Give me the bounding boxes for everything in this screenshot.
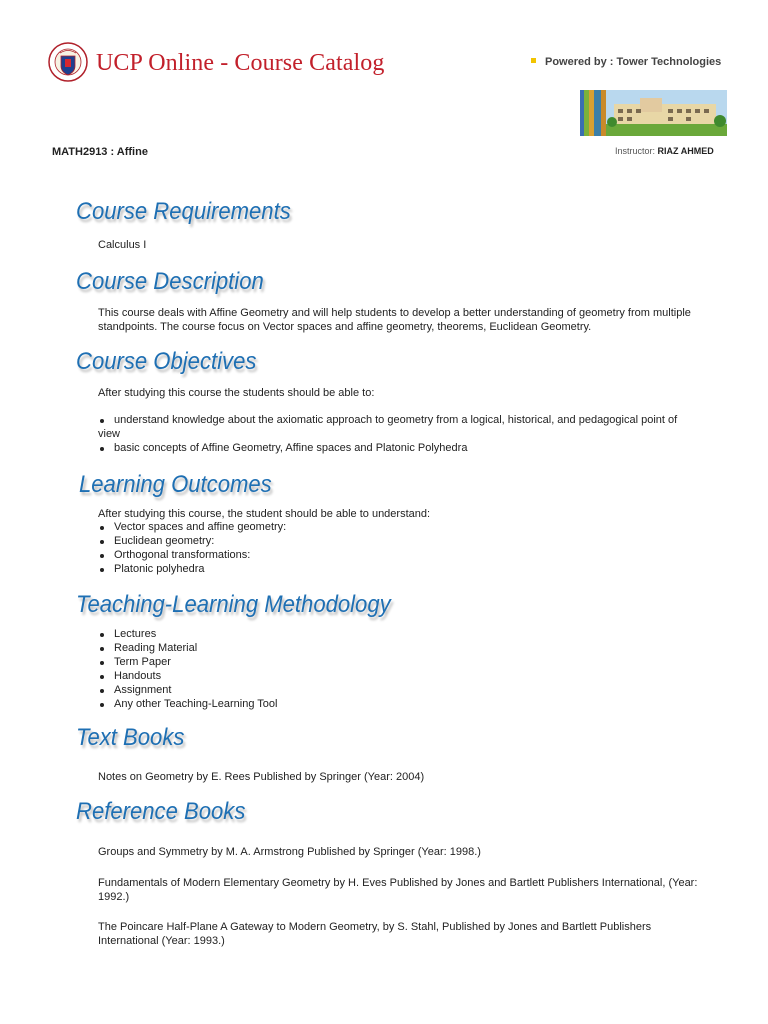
outcomes-list xyxy=(98,520,698,576)
objectives-list xyxy=(98,413,698,455)
section-title-description: Course Description xyxy=(76,268,264,295)
list-item: Handouts xyxy=(98,669,698,683)
list-item: Platonic polyhedra xyxy=(98,562,698,576)
university-seal-logo xyxy=(48,42,88,82)
list-item: Lectures xyxy=(98,627,698,641)
section-title-outcomes: Learning Outcomes xyxy=(79,471,272,498)
course-code: MATH2913 : Affine xyxy=(52,146,148,158)
list-item: Reading Material xyxy=(98,641,698,655)
instructor-name: RIAZ AHMED xyxy=(657,146,714,156)
list-item: Assignment xyxy=(98,683,698,697)
campus-building-photo xyxy=(580,90,727,136)
textbook-item: Notes on Geometry by E. Rees Published by Springer (Year: 2004) xyxy=(98,771,425,783)
instructor: Instructor: RIAZ AHMED xyxy=(615,146,714,156)
powered-by: Powered by : Tower Technologies xyxy=(531,56,721,68)
section-title-textbooks: Text Books xyxy=(76,724,185,751)
page-header xyxy=(0,0,768,170)
requirements-text: Calculus I xyxy=(98,239,147,251)
list-item: Euclidean geometry: xyxy=(98,534,698,548)
methodology-list xyxy=(98,627,698,711)
reference-item: The Poincare Half-Plane A Gateway to Modern Geometry, by S. Stahl, Published by Jones and Bartlett Publishers International (Year: 1993.) xyxy=(98,921,652,947)
list-item: Any other Teaching-Learning Tool xyxy=(98,697,698,711)
reference-item: Fundamentals of Modern Elementary Geometry by H. Eves Published by Jones and Bartlett Publishers International, (Year: 1992.) xyxy=(98,877,698,903)
yellow-square-icon xyxy=(531,58,536,63)
list-item: Term Paper xyxy=(98,655,698,669)
list-item: understand knowledge about the axiomatic approach to geometry from a logical, historical, and pedagogical point of view xyxy=(98,413,698,441)
reference-item: Groups and Symmetry by M. A. Armstrong Published by Springer (Year: 1998.) xyxy=(98,846,481,858)
outcomes-intro: After studying this course, the student should be able to understand: xyxy=(98,508,431,520)
section-title-references: Reference Books xyxy=(76,798,246,825)
objectives-intro: After studying this course the students should be able to: xyxy=(98,387,375,399)
list-item: Vector spaces and affine geometry: xyxy=(98,520,698,534)
list-item: Orthogonal transformations: xyxy=(98,548,698,562)
section-title-methodology: Teaching-Learning Methodology xyxy=(76,591,391,618)
section-title-objectives: Course Objectives xyxy=(76,348,257,375)
site-title: UCP Online - Course Catalog xyxy=(96,50,385,76)
section-title-requirements: Course Requirements xyxy=(76,198,291,225)
list-item: basic concepts of Affine Geometry, Affine spaces and Platonic Polyhedra xyxy=(98,441,698,455)
description-text: This course deals with Affine Geometry and will help students to develop a better understanding of geometry from multiple standpoints. The course focus on Vector spaces and affine geometry, theorems, Euclidean Geometry. xyxy=(98,307,691,333)
